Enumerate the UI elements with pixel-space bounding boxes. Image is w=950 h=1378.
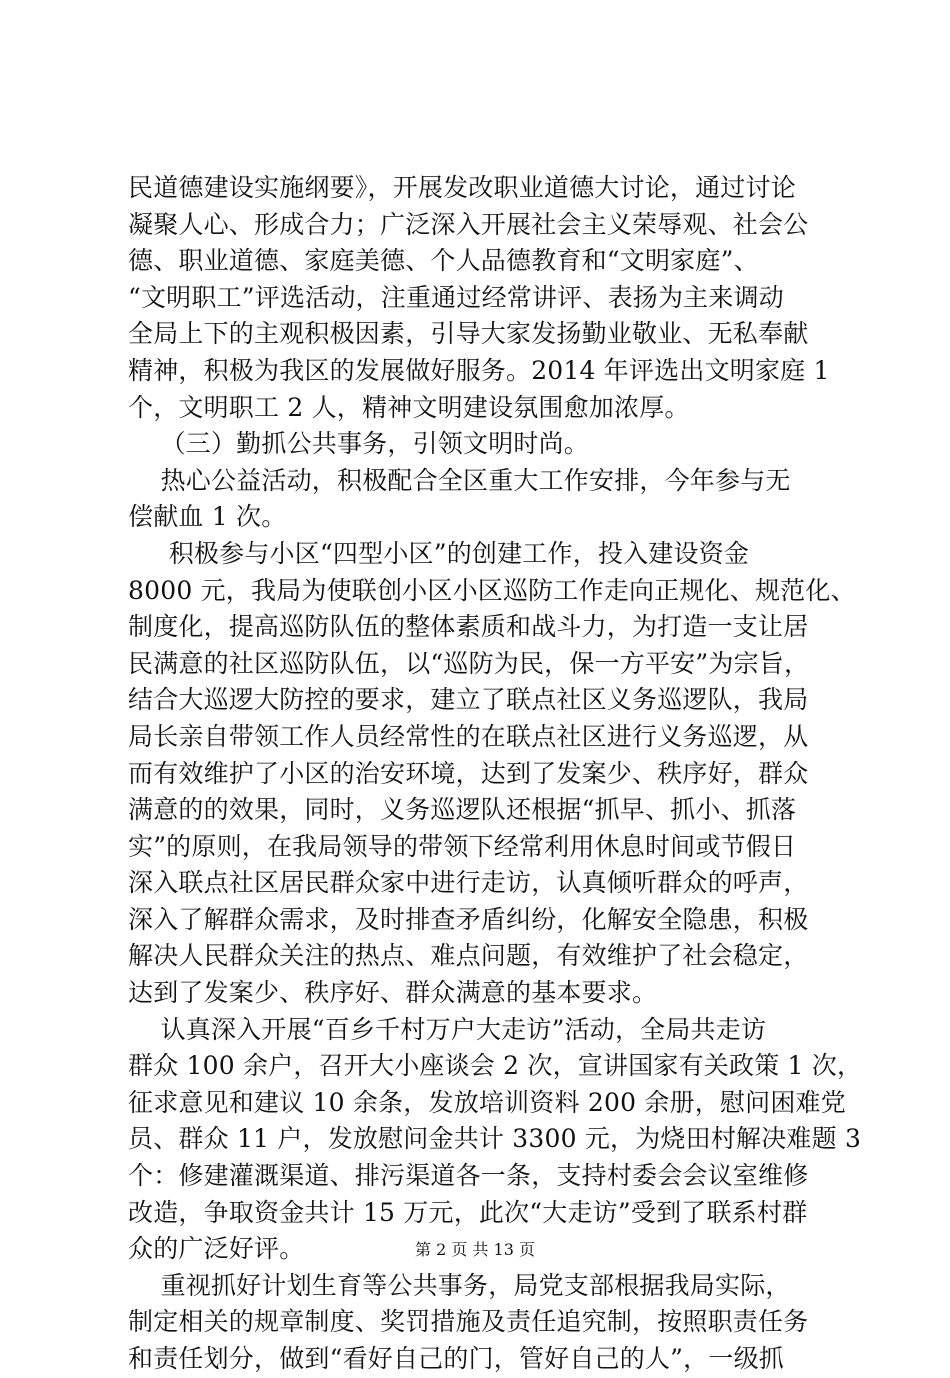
text-line: 偿献血 1 次。 [128, 502, 287, 532]
text-line: 实”的原则，在我局领导的带领下经常利用休息时间或节假日 [128, 831, 797, 861]
text-line: （三）勤抓公共事务，引领文明时尚。 [128, 429, 589, 459]
text-line: 改造，争取资金共计 15 万元，此次“大走访”受到了联系村群 [128, 1197, 808, 1227]
text-line: 精神，积极为我区的发展做好服务。2014 年评选出文明家庭 1 [128, 355, 830, 385]
text-line: 认真深入开展“百乡千村万户大走访”活动，全局共走访 [128, 1014, 767, 1044]
text-line: 员、群众 11 户，发放慰问金共计 3300 元，为烧田村解决难题 3 [128, 1124, 862, 1154]
text-line: 德、职业道德、家庭美德、个人品德教育和“文明家庭”、 [128, 246, 759, 276]
text-line: 众的广泛好评。 [128, 1234, 305, 1264]
text-line: 深入了解群众需求，及时排查矛盾纠纷，化解安全隐患，积极 [128, 904, 809, 934]
text-line: 深入联点社区居民群众家中进行走访，认真倾听群众的呼声， [128, 868, 809, 898]
document-body [128, 170, 863, 1378]
text-line: “文明职工”评选活动，注重通过经常讲评、表扬为主来调动 [128, 282, 784, 312]
text-line: 凝聚人心、形成合力；广泛深入开展社会主义荣辱观、社会公 [128, 209, 809, 239]
text-line: 全局上下的主观积极因素，引导大家发扬勤业敬业、无私奉献 [128, 319, 809, 349]
text-line: 制定相关的规章制度、奖罚措施及责任追究制，按照职责任务 [128, 1307, 809, 1337]
text-line: 结合大巡逻大防控的要求，建立了联点社区义务巡逻队，我局 [128, 685, 809, 715]
text-line: 满意的的效果，同时，义务巡逻队还根据“抓早、抓小、抓落 [128, 795, 797, 825]
text-line: 征求意见和建议 10 余条，发放培训资料 200 余册，慰问困难党 [128, 1087, 846, 1117]
text-line: 制度化，提高巡防队伍的整体素质和战斗力，为打造一支让居 [128, 612, 809, 642]
text-line: 8000 元，我局为使联创小区小区巡防工作走向正规化、规范化、 [128, 575, 856, 605]
text-line: 民道德建设实施纲要》，开展发改职业道德大讨论，通过讨论 [128, 173, 796, 202]
text-line: 局长亲自带领工作人员经常性的在联点社区进行义务巡逻，从 [128, 721, 809, 751]
text-line: 和责任划分，做到“看好自己的门，管好自己的人”，一级抓 [128, 1344, 784, 1373]
text-line: 民满意的社区巡防队伍，以“巡防为民，保一方平安”为宗旨， [128, 648, 810, 678]
text-line: 个，文明职工 2 人，精神文明建设氛围愈加浓厚。 [128, 392, 690, 422]
text-line: 重视抓好计划生育等公共事务，局党支部根据我局实际， [128, 1270, 791, 1300]
text-line: 解决人民群众关注的热点、难点问题，有效维护了社会稳定， [128, 941, 809, 971]
page-footer: 第 2 页 共 13 页 [415, 1240, 535, 1259]
text-line: 达到了发案少、秩序好、群众满意的基本要求。 [128, 978, 658, 1008]
text-line: 群众 100 余户，召开大小座谈会 2 次，宣讲国家有关政策 1 次， [128, 1051, 863, 1081]
text-line: 热心公益活动，积极配合全区重大工作安排，今年参与无 [128, 465, 791, 495]
text-line: 积极参与小区“四型小区”的创建工作，投入建设资金 [128, 538, 750, 568]
text-line: 个：修建灌溉渠道、排污渠道各一条，支持村委会会议室维修 [128, 1161, 809, 1191]
text-line: 而有效维护了小区的治安环境，达到了发案少、秩序好，群众 [128, 758, 809, 788]
